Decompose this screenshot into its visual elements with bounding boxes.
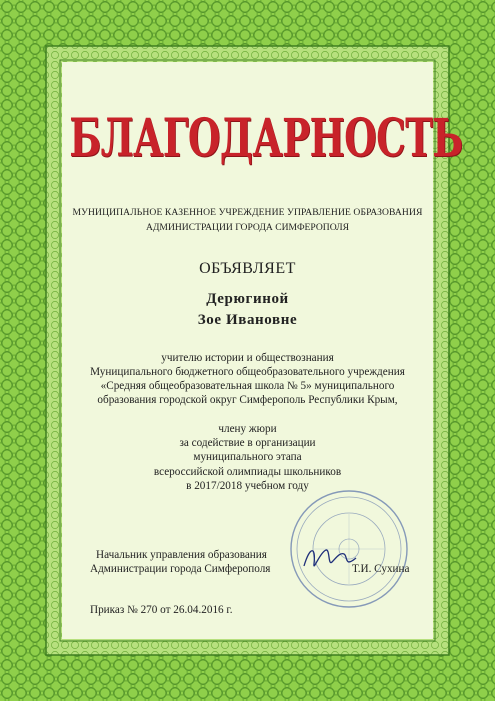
handwritten-signature — [300, 540, 360, 576]
position-line: учителю истории и обществознания — [161, 352, 334, 364]
recipient-surname: Дерюгиной — [206, 291, 289, 307]
reason-line: в 2017/2018 учебном году — [186, 480, 309, 492]
certificate-title: БЛАГОДАРНОСТЬ — [69, 108, 463, 169]
position-line: Муниципального бюджетного общеобразовательного учреждения — [90, 366, 405, 378]
reason-line: члену жюри — [218, 423, 277, 435]
order-reference: Приказ № 270 от 26.04.2016 г. — [90, 604, 233, 616]
issuer-line-2: АДМИНИСТРАЦИИ ГОРОДА СИМФЕРОПОЛЯ — [145, 222, 350, 233]
position-line: образования городской округ Симферополь Республики Крым, — [97, 394, 398, 406]
reason-line: всероссийской олимпиады школьников — [153, 466, 342, 478]
reason-line: за содействие в организации — [179, 437, 316, 449]
signatory-title-line-1: Начальник управления образования — [96, 549, 267, 561]
announce-heading: ОБЪЯВЛЯЕТ — [199, 260, 296, 277]
reason-line: муниципального этапа — [193, 451, 302, 463]
signatory-name: Т.И. Сухина — [352, 563, 410, 575]
position-line: «Средняя общеобразовательная школа № 5» муниципального — [100, 380, 395, 392]
issuer-line-1: МУНИЦИПАЛЬНОЕ КАЗЕННОЕ УЧРЕЖДЕНИЕ УПРАВЛЕНИЕ ОБРАЗОВАНИЯ — [72, 207, 423, 218]
signatory-title-line-2: Администрации города Симферополя — [90, 563, 271, 575]
recipient-given-name: Зое Ивановне — [197, 312, 298, 328]
